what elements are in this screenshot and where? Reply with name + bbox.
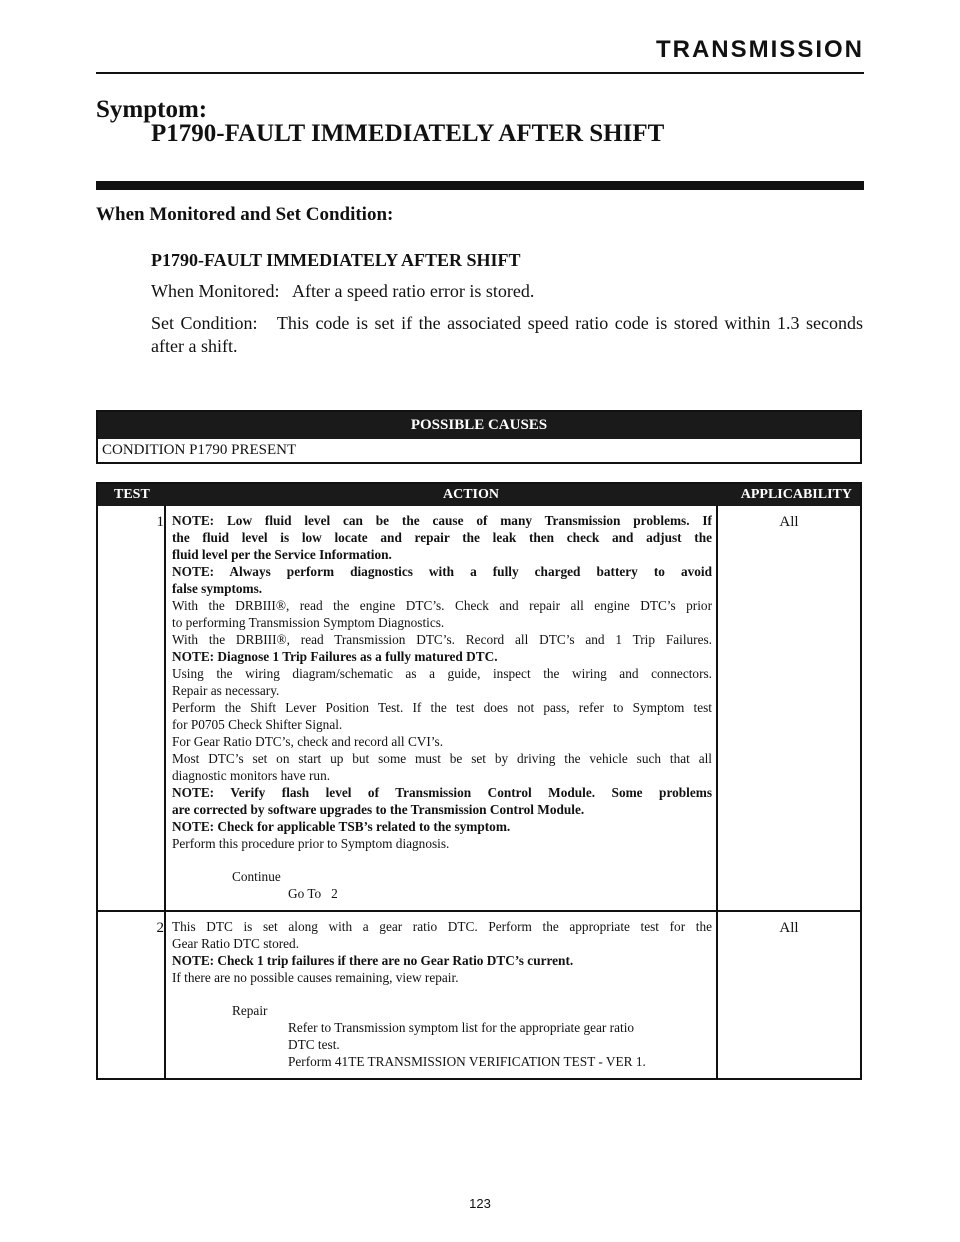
when-monitored-text: When Monitored: After a speed ratio error is stored. [151,281,535,301]
possible-causes-table [96,410,862,464]
section-divider-bar [96,181,864,190]
action-line: NOTE: Check for applicable TSB’s related to the symptom. [172,819,511,834]
action-line: false symptoms. [172,581,263,596]
column-header-applicability: APPLICABILITY [740,487,852,502]
result-detail: Refer to Transmission symptom list for the appropriate gear ratio [288,1020,635,1035]
result-label: Repair [232,1003,268,1018]
action-line: are corrected by software upgrades to the Transmission Control Module. [172,802,585,817]
table-row [98,910,860,1078]
diagnostic-test-table [96,482,862,1080]
result-label: Continue [232,869,281,884]
test-action [164,912,718,1078]
symptom-label: Symptom: [96,96,208,123]
action-line: With the DRBIII®, read the engine DTC’s. Check and repair all engine DTC’s prior [172,598,712,613]
monitored-heading: When Monitored and Set Condition: [96,204,394,225]
symptom-title: P1790-FAULT IMMEDIATELY AFTER SHIFT [151,120,665,147]
action-line: For Gear Ratio DTC’s, check and record all CVI’s. [172,734,444,749]
column-header-test: TEST [114,487,150,502]
action-line: Repair as necessary. [172,683,280,698]
action-line: NOTE: Low fluid level can be the cause of many Transmission problems. If [172,513,712,528]
table-row [98,506,860,910]
result-detail: Perform 41TE TRANSMISSION VERIFICATION TEST - VER 1. [288,1054,646,1069]
page-number: 123 [469,1196,491,1211]
column-header-action: ACTION [443,487,500,502]
action-line: diagnostic monitors have run. [172,768,331,783]
action-line: the fluid level is low locate and repair the leak then check and adjust the [172,530,712,545]
action-line: Using the wiring diagram/schematic as a guide, inspect the wiring and connectors. [172,666,712,681]
action-line: fluid level per the Service Information. [172,547,392,562]
test-number: 1 [156,514,164,530]
action-line: With the DRBIII®, read Transmission DTC’s. Record all DTC’s and 1 Trip Failures. [172,632,712,647]
action-line: NOTE: Diagnose 1 Trip Failures as a fully matured DTC. [172,649,498,664]
set-condition-text: Set Condition: This code is set if the associated speed ratio code is stored within 1.3 seconds after a shift. [151,313,868,356]
action-line: Gear Ratio DTC stored. [172,936,300,951]
test-applicability: All [779,920,799,936]
header-rule [96,72,864,74]
test-number: 2 [156,920,164,936]
result-detail: DTC test. [288,1037,340,1052]
possible-cause-item: CONDITION P1790 PRESENT [102,442,297,458]
action-line: for P0705 Check Shifter Signal. [172,717,343,732]
possible-causes-heading: POSSIBLE CAUSES [98,412,860,439]
action-line: Perform this procedure prior to Symptom diagnosis. [172,836,450,851]
action-line: This DTC is set along with a gear ratio DTC. Perform the appropriate test for the [172,919,712,934]
table-header-row [98,484,860,506]
test-applicability: All [779,514,799,530]
action-line: Most DTC’s set on start up but some must be set by driving the vehicle such that all [172,751,712,766]
action-line: If there are no possible causes remaining, view repair. [172,970,459,985]
result-detail: Go To 2 [288,886,338,901]
action-line: NOTE: Always perform diagnostics with a fully charged battery to avoid [172,564,712,579]
test-action [164,506,718,910]
action-line: Perform the Shift Lever Position Test. If the test does not pass, refer to Symptom test [172,700,712,715]
action-line: NOTE: Verify flash level of Transmission Control Module. Some problems [172,785,712,800]
section-header: TRANSMISSION [655,36,864,63]
action-line: NOTE: Check 1 trip failures if there are no Gear Ratio DTC’s current. [172,953,574,968]
action-line: to performing Transmission Symptom Diagnostics. [172,615,445,630]
test-rows [98,506,860,1078]
condition-title: P1790-FAULT IMMEDIATELY AFTER SHIFT [151,250,521,270]
